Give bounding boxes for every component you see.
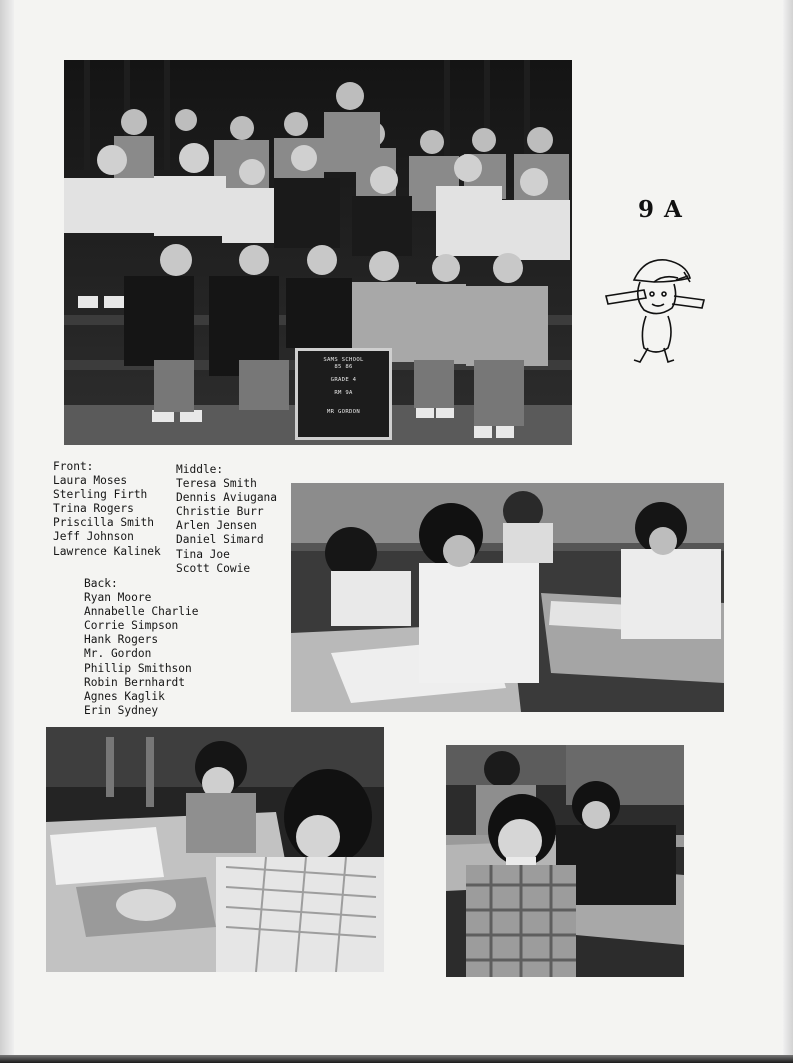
name-item: Christie Burr [176,505,264,519]
back-heading: Back: [84,577,118,590]
front-row-names [53,460,161,559]
name-item: Scott Cowie [176,561,251,575]
classroom-desk-photo [291,483,724,712]
name-item: Teresa Smith [176,477,257,491]
name-item: Phillip Smithson [84,661,192,675]
name-item: Jeff Johnson [53,530,134,544]
name-item: Erin Sydney [84,703,159,717]
class-sign-board [295,348,392,440]
front-heading: Front: [53,460,94,473]
name-item: Sterling Firth [53,488,148,502]
class-group-photo [64,60,572,445]
sign-room: RM 9A [334,390,353,396]
page-right-edge [783,0,793,1063]
middle-heading: Middle: [176,463,224,476]
name-item: Daniel Simard [176,533,264,547]
classroom-reading-photo [46,727,384,972]
homeroom-label: 9 A [638,196,683,223]
sign-grade: GRADE 4 [330,377,357,383]
name-item: Corrie Simpson [84,619,179,633]
middle-row-names [176,463,277,576]
name-item: Agnes Kaglik [84,689,165,703]
sign-school-name: SAMS SCHOOL [323,357,364,363]
name-item: Ryan Moore [84,591,152,605]
name-item: Robin Bernhardt [84,675,186,689]
classroom-students-photo [446,745,684,977]
name-item: Hank Rogers [84,633,159,647]
name-item: Dennis Aviugana [176,491,278,505]
name-item: Priscilla Smith [53,516,155,530]
name-item: Mr. Gordon [84,647,152,661]
baseball-mascot-drawing [604,252,708,368]
name-item: Laura Moses [53,474,128,488]
sign-teacher: MR GORDON [326,409,360,415]
page-binding-edge [0,0,14,1063]
name-item: Annabelle Charlie [84,605,199,619]
page-bottom-shadow [0,1055,793,1063]
back-row-names [84,577,199,718]
name-item: Tina Joe [176,547,230,561]
name-item: Arlen Jensen [176,519,257,533]
sign-year: 85 86 [334,364,353,370]
name-item: Lawrence Kalinek [53,544,161,558]
name-item: Trina Rogers [53,502,134,516]
